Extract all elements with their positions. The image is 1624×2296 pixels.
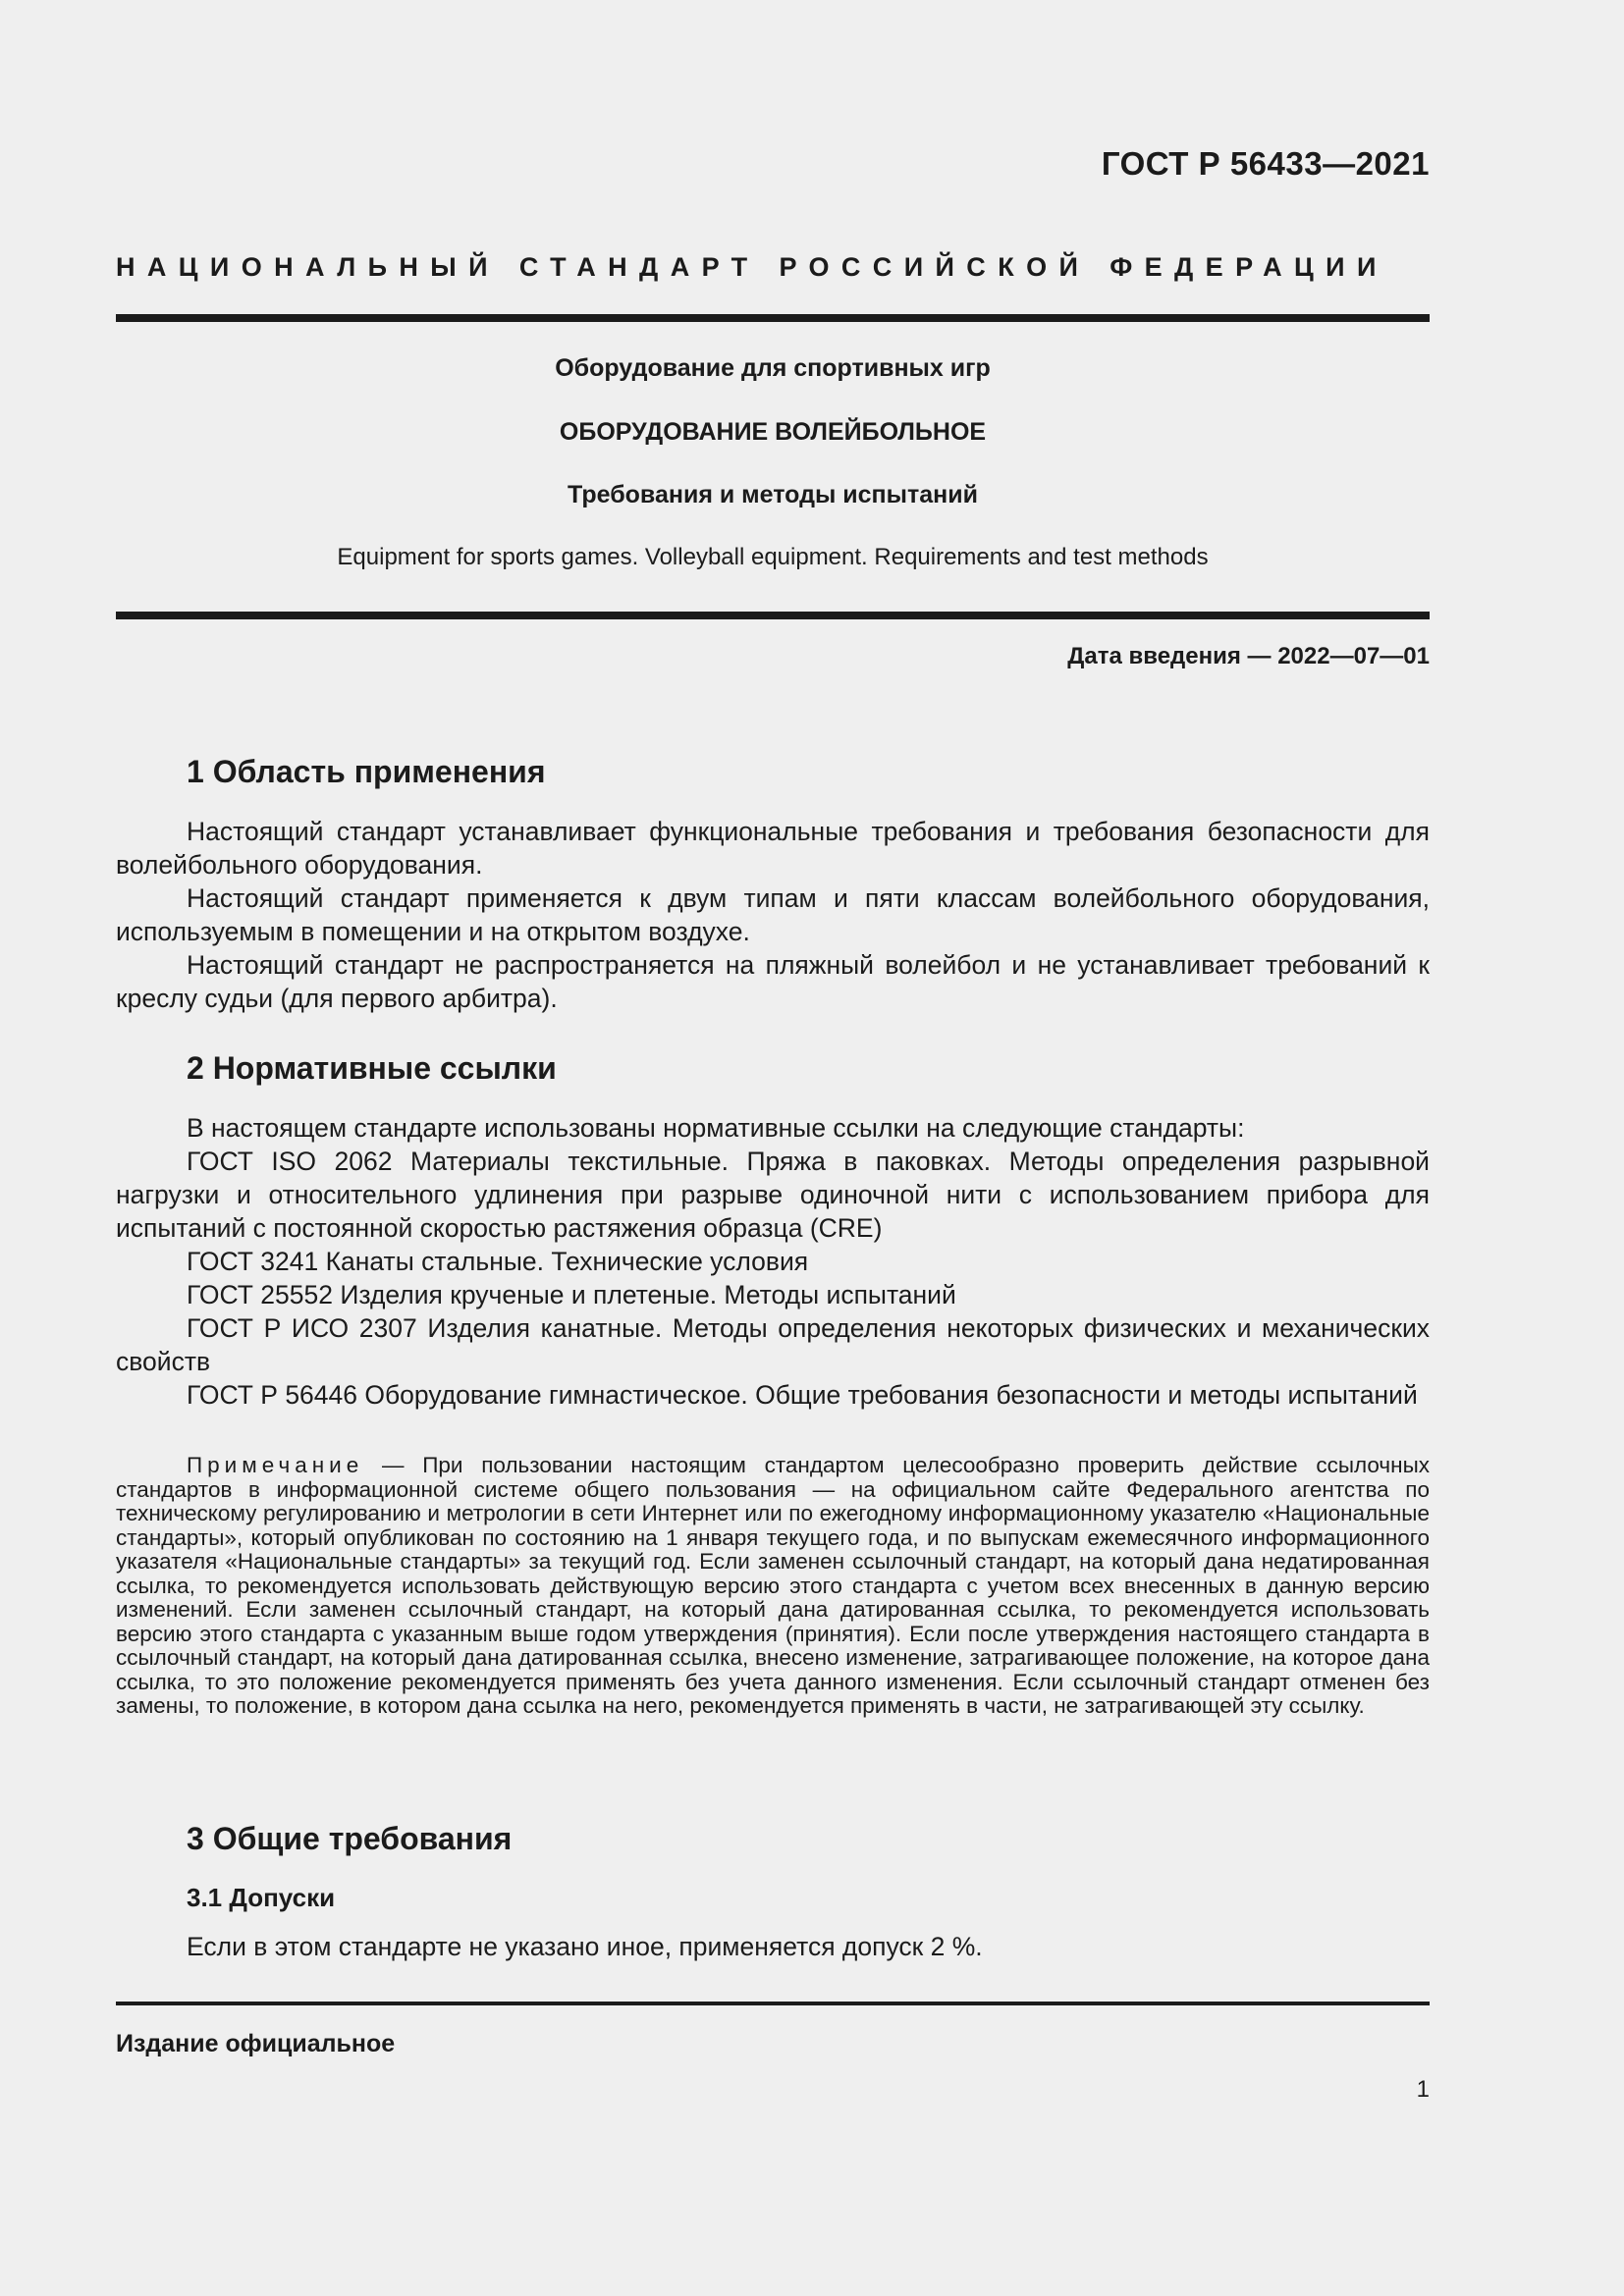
title-line-3: Требования и методы испытаний <box>568 481 978 508</box>
section-3-heading: 3 Общие требования <box>187 1821 513 1856</box>
section-3-1-body <box>116 1930 1430 1963</box>
paragraph: Настоящий стандарт не распространяется на пляжный волейбол и не устанавливает требований к креслу судьи (для первого арбитра). <box>116 950 1430 1013</box>
document-number: ГОСТ Р 56433—2021 <box>1101 145 1430 182</box>
title-english: Equipment for sports games. Volleyball equipment. Requirements and test methods <box>337 544 1209 570</box>
title-line-1: Оборудование для спортивных игр <box>555 354 991 382</box>
reference-item: ГОСТ ISO 2062 Материалы текстильные. Пряжа в паковках. Методы определения разрывной нагрузки и относительного удлинения при разрыве одиночной нити с использованием прибора для испытаний с постоянной скоростью растяжения образца (CRE) <box>116 1147 1430 1243</box>
title-rule <box>116 612 1430 619</box>
section-2-note <box>116 1454 1430 1719</box>
page-number: 1 <box>1416 2076 1430 2103</box>
reference-item: ГОСТ 25552 Изделия крученые и плетеные. Методы испытаний <box>187 1280 956 1309</box>
introduction-date: Дата введения — 2022—07—01 <box>1067 643 1430 669</box>
section-3-1-heading: 3.1 Допуски <box>187 1883 336 1912</box>
paragraph: Настоящий стандарт устанавливает функциональные требования и требования безопасности для волейбольного оборудования. <box>116 817 1430 880</box>
section-2-heading: 2 Нормативные ссылки <box>187 1050 557 1086</box>
reference-item: ГОСТ 3241 Канаты стальные. Технические условия <box>187 1247 809 1276</box>
paragraph: В настоящем стандарте использованы нормативные ссылки на следующие стандарты: <box>187 1113 1245 1143</box>
official-edition-label: Издание официальное <box>116 2030 396 2057</box>
note-text: — При пользовании настоящим стандартом целесообразно проверить действие ссылочных стандартов в информационной системе общего пользования — на официальном сайте Федерального агентства по техническому регулированию и метрологии в сети Интернет или по ежегодному информационному указателю «Национальные стандарты», который опубликован по состоянию на 1 января текущего года, и по выпускам ежемесячного информационного указателя «Национальные стандарты» за текущий год. Если заменен ссылочный стандарт, на который дана недатированная ссылка, то рекомендуется использовать действующую версию этого стандарта с учетом всех внесенных в данную версию изменений. Если заменен ссылочный стандарт, на который дана датированная ссылка, то рекомендуется использовать версию этого стандарта с указанным выше годом утверждения (принятия). Если после утверждения настоящего стандарта в ссылочный стандарт, на который дана датированная ссылка, внесено изменение, затрагивающее положение, на которое дана ссылка, то это положение рекомендуется применять без учета данного изменения. Если ссылочный стандарт отменен без замены, то положение, в котором дана ссылка на него, рекомендуется применять в части, не затрагивающей эту ссылку. <box>116 1453 1430 1718</box>
reference-item: ГОСТ Р ИСО 2307 Изделия канатные. Методы определения некоторых физических и механических свойств <box>116 1313 1430 1376</box>
document-page <box>116 0 1430 2296</box>
section-1-heading: 1 Область применения <box>187 754 546 789</box>
national-standard-banner: НАЦИОНАЛЬНЫЙ СТАНДАРТ РОССИЙСКОЙ ФЕДЕРАЦИИ <box>116 252 1388 282</box>
header-rule <box>116 314 1430 322</box>
note-label: Примечание <box>187 1453 364 1477</box>
reference-item: ГОСТ Р 56446 Оборудование гимнастическое. Общие требования безопасности и методы испытаний <box>187 1380 1418 1410</box>
section-2-body <box>116 1111 1430 1412</box>
paragraph: Если в этом стандарте не указано иное, применяется допуск 2 %. <box>187 1932 983 1961</box>
footer-rule <box>116 2002 1430 2005</box>
title-line-2: ОБОРУДОВАНИЕ ВОЛЕЙБОЛЬНОЕ <box>559 418 987 446</box>
paragraph: Настоящий стандарт применяется к двум типам и пяти классам волейбольного оборудования, используемым в помещении и на открытом воздухе. <box>116 883 1430 946</box>
section-1-body <box>116 815 1430 1015</box>
